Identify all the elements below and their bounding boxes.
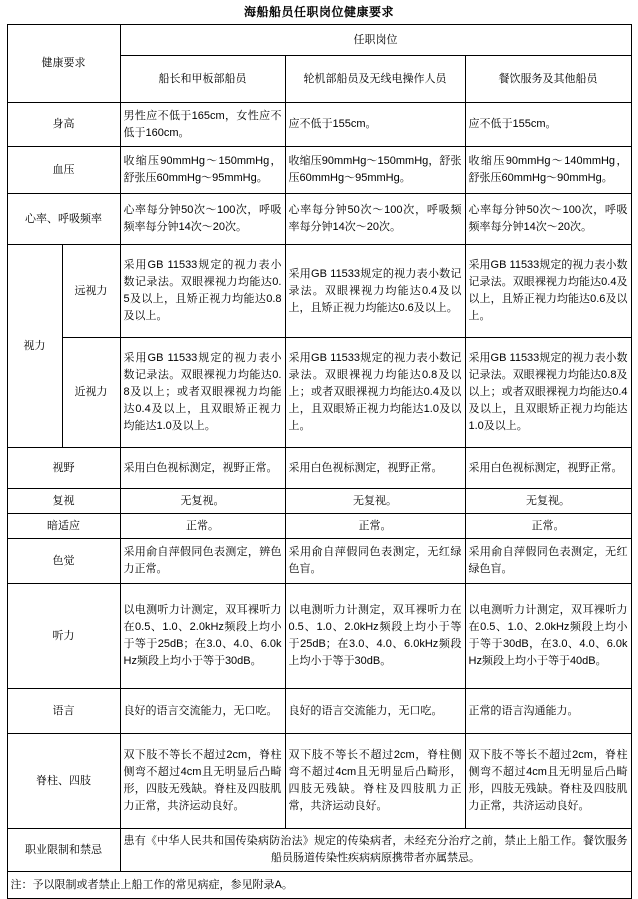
row-label-occupational-restrictions: 职业限制和禁忌 bbox=[7, 829, 120, 872]
cell-hr-engine: 心率每分钟50次～100次，呼吸频率每分钟14次～20次。 bbox=[285, 194, 465, 245]
cell-darkadapt-engine: 正常。 bbox=[285, 514, 465, 539]
cell-bp-deck: 收缩压90mmHg～150mmHg，舒张压60mmHg～95mmHg。 bbox=[120, 147, 285, 194]
row-label-spine-limbs: 脊柱、四肢 bbox=[7, 734, 120, 829]
health-requirements-table bbox=[7, 24, 632, 899]
header-col-engine: 轮机部船员及无线电操作人员 bbox=[285, 56, 465, 103]
row-label-vision: 视力 bbox=[7, 245, 62, 448]
cell-vf-deck: 采用白色视标测定，视野正常。 bbox=[120, 448, 285, 489]
cell-speech-engine: 良好的语言交流能力，无口吃。 bbox=[285, 689, 465, 734]
table-row bbox=[7, 448, 631, 489]
cell-colorvision-engine: 采用俞自萍假同色表测定，无红绿色盲。 bbox=[285, 539, 465, 584]
header-col-deck: 船长和甲板部船员 bbox=[120, 56, 285, 103]
table-row-note bbox=[7, 872, 631, 899]
row-label-blood-pressure: 血压 bbox=[7, 147, 120, 194]
row-label-visual-field: 视野 bbox=[7, 448, 120, 489]
table-row bbox=[7, 584, 631, 689]
table-row bbox=[7, 734, 631, 829]
cell-colorvision-deck: 采用俞自萍假同色表测定，辨色力正常。 bbox=[120, 539, 285, 584]
cell-height-engine: 应不低于155cm。 bbox=[285, 103, 465, 147]
table-row-occupational bbox=[7, 829, 631, 872]
cell-darkadapt-deck: 正常。 bbox=[120, 514, 285, 539]
row-sublabel-distance-vision: 远视力 bbox=[62, 245, 120, 338]
cell-spine-catering: 双下肢不等长不超过2cm，脊柱侧弯不超过4cm且无明显后凸畸形，四肢无残缺。脊柱及四肢肌力正常，共济运动良好。 bbox=[465, 734, 631, 829]
row-label-dark-adaptation: 暗适应 bbox=[7, 514, 120, 539]
page-title: 海船船员任职岗位健康要求 bbox=[243, 5, 394, 19]
row-label-hearing: 听力 bbox=[7, 584, 120, 689]
cell-hr-deck: 心率每分钟50次～100次，呼吸频率每分钟14次～20次。 bbox=[120, 194, 285, 245]
cell-bp-engine: 收缩压90mmHg～150mmHg，舒张压60mmHg～95mmHg。 bbox=[285, 147, 465, 194]
table-row bbox=[7, 103, 631, 147]
table-row bbox=[7, 194, 631, 245]
cell-vf-catering: 采用白色视标测定，视野正常。 bbox=[465, 448, 631, 489]
cell-nearvision-catering: 采用GB 11533规定的视力表小数记录法。双眼裸视力均能达0.8及以上；或者双眼裸视力均能达0.4及以上，且双眼矫正视力均能达1.0及以上。 bbox=[465, 338, 631, 448]
cell-nearvision-engine: 采用GB 11533规定的视力表小数记录法。双眼裸视力均能达0.8及以上；或者双眼裸视力均能达0.4及以上，且双眼矫正视力均能达1.0及以上。 bbox=[285, 338, 465, 448]
table-row bbox=[7, 338, 631, 448]
cell-distvision-engine: 采用GB 11533规定的视力表小数记录法。双眼裸视力均能达0.4及以上，且矫正视力均能达0.6及以上。 bbox=[285, 245, 465, 338]
cell-vf-engine: 采用白色视标测定，视野正常。 bbox=[285, 448, 465, 489]
row-label-diplopia: 复视 bbox=[7, 489, 120, 514]
row-label-height: 身高 bbox=[7, 103, 120, 147]
cell-nearvision-deck: 采用GB 11533规定的视力表小数记录法。双眼裸视力均能达0.8及以上；或者双眼裸视力均能达0.4及以上，且双眼矫正视力均能达1.0及以上。 bbox=[120, 338, 285, 448]
cell-distvision-catering: 采用GB 11533规定的视力表小数记录法。双眼裸视力均能达0.4及以上，且矫正视力均能达0.6及以上。 bbox=[465, 245, 631, 338]
cell-hearing-deck: 以电测听力计测定，双耳裸听力在0.5、1.0、2.0kHz频段上均小于等于25dB；在3.0、4.0、6.0kHz频段上均小于等于30dB。 bbox=[120, 584, 285, 689]
row-label-color-vision: 色觉 bbox=[7, 539, 120, 584]
table-row bbox=[7, 489, 631, 514]
cell-spine-deck: 双下肢不等长不超过2cm，脊柱侧弯不超过4cm且无明显后凸畸形，四肢无残缺。脊柱及四肢肌力正常，共济运动良好。 bbox=[120, 734, 285, 829]
cell-distvision-deck: 采用GB 11533规定的视力表小数记录法。双眼裸视力均能达0.5及以上，且矫正视力均能达0.8及以上。 bbox=[120, 245, 285, 338]
table-row bbox=[7, 245, 631, 338]
cell-darkadapt-catering: 正常。 bbox=[465, 514, 631, 539]
cell-hearing-catering: 以电测听力计测定，双耳裸听力在0.5、1.0、2.0kHz频段上均小于等于30dB，在3.0、4.0、6.0kHz频段上均小于等于40dB。 bbox=[465, 584, 631, 689]
table-row bbox=[7, 689, 631, 734]
table-row bbox=[7, 514, 631, 539]
cell-speech-deck: 良好的语言交流能力，无口吃。 bbox=[120, 689, 285, 734]
cell-speech-catering: 正常的语言沟通能力。 bbox=[465, 689, 631, 734]
header-row-label: 健康要求 bbox=[7, 25, 120, 103]
cell-spine-engine: 双下肢不等长不超过2cm，脊柱侧弯不超过4cm且无明显后凸畸形，四肢无残缺。脊柱及四肢肌力正常，共济运动良好。 bbox=[285, 734, 465, 829]
cell-bp-catering: 收缩压90mmHg～140mmHg，舒张压60mmHg～90mmHg。 bbox=[465, 147, 631, 194]
cell-hr-catering: 心率每分钟50次～100次，呼吸频率每分钟14次～20次。 bbox=[465, 194, 631, 245]
cell-diplopia-catering: 无复视。 bbox=[465, 489, 631, 514]
table-note: 注：予以限制或者禁止上船工作的常见病症，参见附录A。 bbox=[7, 872, 631, 899]
cell-hearing-engine: 以电测听力计测定，双耳裸听力在0.5、1.0、2.0kHz频段上均小于等于25dB；在3.0、4.0、6.0kHz频段上均小于等于30dB。 bbox=[285, 584, 465, 689]
cell-height-catering: 应不低于155cm。 bbox=[465, 103, 631, 147]
table-row bbox=[7, 147, 631, 194]
cell-diplopia-deck: 无复视。 bbox=[120, 489, 285, 514]
header-group-label: 任职岗位 bbox=[120, 25, 631, 56]
row-label-heart-rate: 心率、呼吸频率 bbox=[7, 194, 120, 245]
row-sublabel-near-vision: 近视力 bbox=[62, 338, 120, 448]
cell-height-deck: 男性应不低于165cm，女性应不低于160cm。 bbox=[120, 103, 285, 147]
row-label-speech: 语言 bbox=[7, 689, 120, 734]
cell-occupational-restrictions: 患有《中华人民共和国传染病防治法》规定的传染病者，未经充分治疗之前，禁止上船工作。餐饮服务船员肠道传染性疾病病原携带者亦属禁忌。 bbox=[120, 829, 631, 872]
table-row bbox=[7, 539, 631, 584]
table-header-row-group bbox=[7, 25, 631, 56]
header-col-catering: 餐饮服务及其他船员 bbox=[465, 56, 631, 103]
cell-diplopia-engine: 无复视。 bbox=[285, 489, 465, 514]
cell-colorvision-catering: 采用俞自萍假同色表测定，无红绿色盲。 bbox=[465, 539, 631, 584]
